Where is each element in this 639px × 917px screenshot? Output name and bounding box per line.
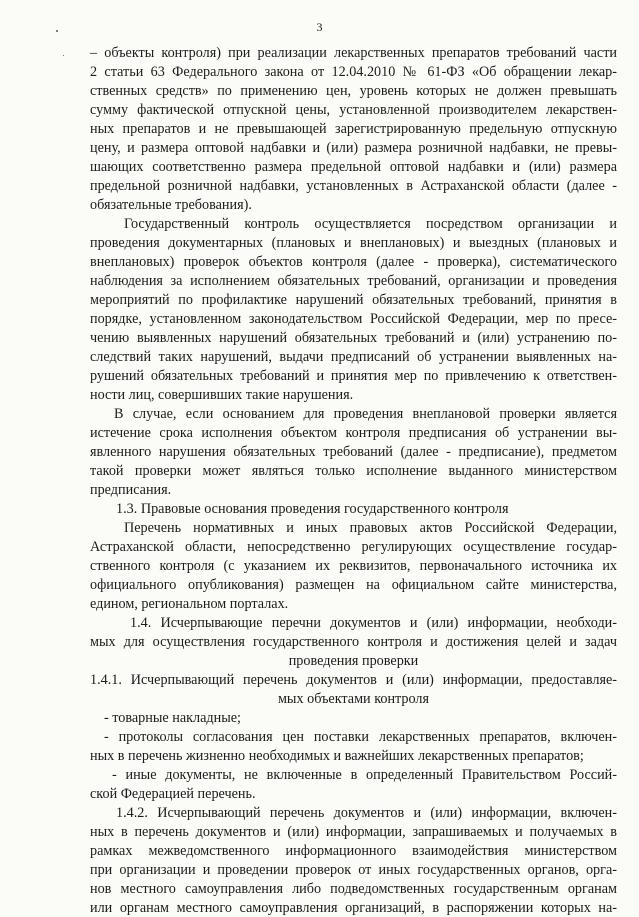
text-line: шающих соответственно размера предельной оптовой надбавки и (или) размера: [90, 159, 617, 175]
text-line: наблюдения за исполнением обязательных требований, организации и проведения: [90, 273, 617, 289]
text-line: ственного контроля (с указанием их реквизитов, первоначального источника их: [90, 558, 617, 574]
text-line: нов местного самоуправления либо подведомственных государственным органам: [90, 881, 617, 897]
text-line: ных препаратов и не превышающей зарегистрированную предельную отпускную: [90, 121, 617, 137]
section-heading: 1.3. Правовые основания проведения государственного контроля: [116, 501, 509, 517]
list-item: ской Федерацией перечень.: [90, 786, 256, 802]
text-line: Астраханской области, непосредственно регулирующих осуществление государ-: [90, 539, 617, 555]
text-line: В случае, если основанием для проведения внеплановой проверки является: [114, 406, 617, 422]
list-item: - протоколы согласования цен поставки лекарственных препаратов, включен-: [104, 729, 617, 745]
text-line: Государственный контроль осуществляется посредством организации и: [124, 216, 617, 232]
subsection-heading: мых объектами контроля: [277, 691, 430, 707]
section-heading: проведения проверки: [288, 653, 419, 669]
text-line: едином, региональном порталах.: [90, 596, 289, 612]
text-line: истечение срока исполнения объектом контроля предписания об устранении вы-: [90, 425, 617, 441]
text-line: такой проверки может являться только исполнение выданного министерством: [90, 463, 617, 479]
page-number: 3: [316, 20, 323, 34]
text-line: мероприятий по профилактике нарушений обязательных требований, принятия в: [90, 292, 617, 308]
text-line: рамках межведомственного информационного взаимодействия министерством: [90, 843, 617, 859]
text-line: официального опубликования) размещен на официальном сайте министерства,: [90, 577, 617, 593]
section-heading: 1.4. Исчерпывающие перечни документов и (или) информации, необходи-: [130, 615, 617, 631]
text-line: следствий таких нарушений, выдачи предписаний об устранении выявленных на-: [90, 349, 617, 365]
text-line: при организации и проведении проверок от иных государственных органов, орга-: [90, 862, 617, 878]
text-line: 1.4.2. Исчерпывающий перечень документов и (или) информации, включен-: [116, 805, 617, 821]
list-item: ных в перечень жизненно необходимых и важнейших лекарственных препаратов;: [90, 748, 584, 764]
text-line: Перечень нормативных и иных правовых актов Российской Федерации,: [124, 520, 617, 536]
text-line: ности лиц, совершивших такие нарушения.: [90, 387, 354, 403]
text-line: ных в перечень документов и (или) информации, запрашиваемых и получаемых в: [90, 824, 617, 840]
text-line: ственных средств» по применению цен, уровень которых не должен превышать: [90, 83, 617, 99]
text-line: явленного нарушения обязательных требований (далее - предписание), предметом: [90, 444, 617, 460]
text-line: обязательные требования).: [90, 197, 252, 213]
text-line: – объекты контроля) при реализации лекарственных препаратов требований части: [90, 45, 617, 61]
section-heading: мых для осуществления государственного контроля и достижения целей и задач: [90, 634, 617, 650]
text-line: порядке, установленном законодательством Российской Федерации, мер по пресе-: [90, 311, 617, 327]
list-item: - иные документы, не включенные в определенный Правительством Россий-: [112, 767, 617, 783]
text-line: рушений обязательных требований и принятия мер по привлечению к ответствен-: [90, 368, 617, 384]
text-line: или органам местного самоуправления организаций, в распоряжении которых на-: [90, 900, 617, 916]
text-line: чению выявленных нарушений обязательных требований и (или) устранению по-: [90, 330, 617, 346]
text-line: 2 статьи 63 Федерального закона от 12.04.2010 № 61-ФЗ «Об обращении лекар-: [90, 64, 617, 80]
text-line: сумму фактической отпускной цены, установленной производителем лекарствен-: [90, 102, 617, 118]
list-item: - товарные накладные;: [104, 710, 241, 726]
text-line: предписания.: [90, 482, 172, 498]
text-line: проведения документарных (плановых и внеплановых) и выездных (плановых и: [90, 235, 617, 251]
text-line: цену, и размера оптовой надбавки и (или) размера розничной надбавки, не превы-: [90, 140, 617, 156]
text-line: предельной розничной надбавки, установленных в Астраханской области (далее -: [90, 178, 617, 194]
text-line: внеплановых) проверок объектов контроля (далее - проверка), систематического: [90, 254, 617, 270]
subsection-heading: 1.4.1. Исчерпывающий перечень документов и (или) информации, предоставляе-: [90, 672, 617, 688]
